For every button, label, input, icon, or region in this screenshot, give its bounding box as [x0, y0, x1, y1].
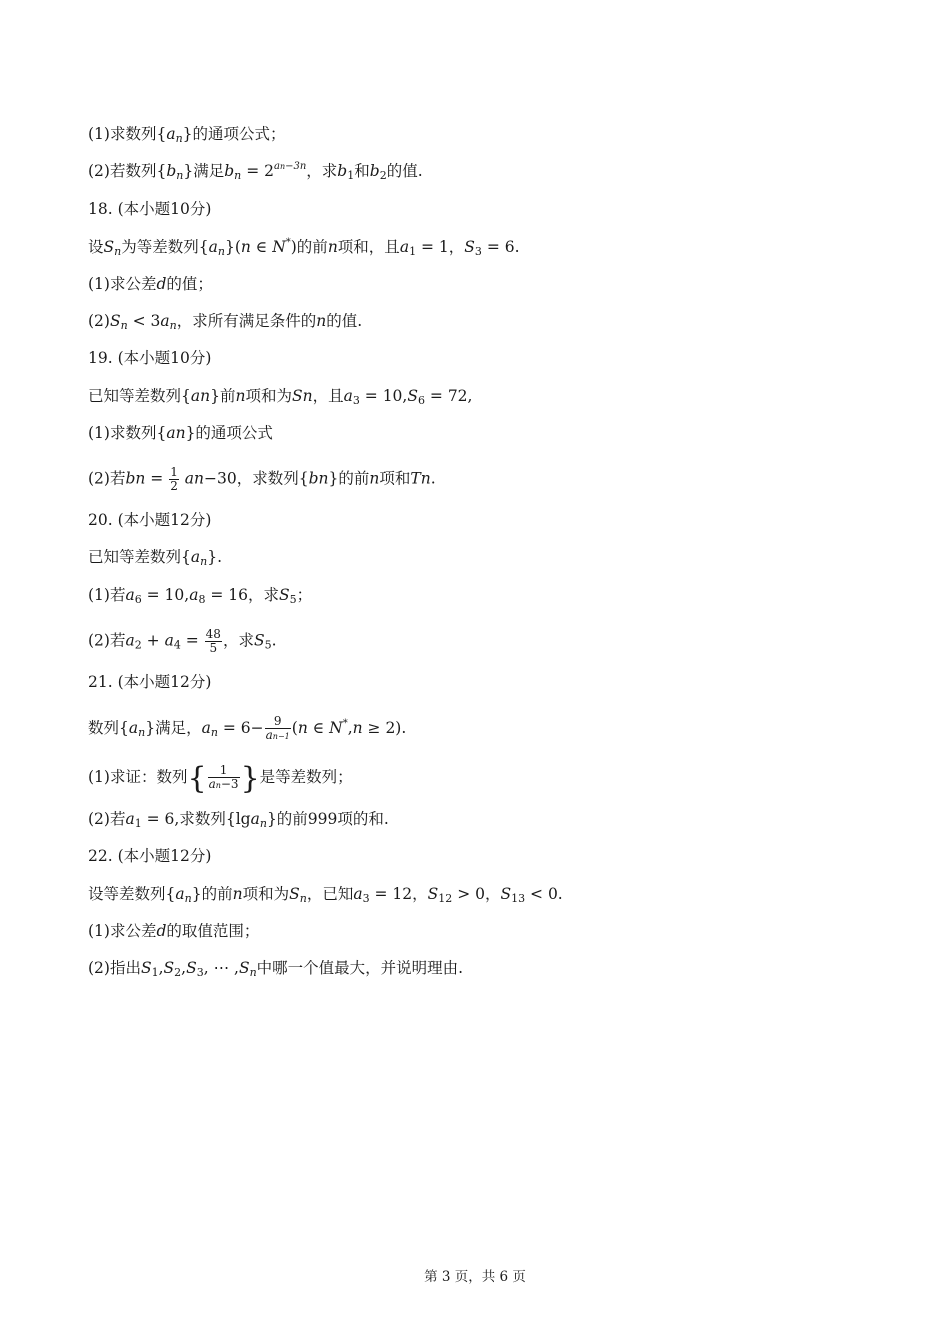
q19-part2: (2)若bn = $\frac{1}{2}$ an−30，求数列{bn}的前n项和Tn.	[88, 465, 436, 493]
q21-stem: 数列$\{a_n\}$满足，$a_n = 6-$ $\frac{9}{an-1}$ (n ∈ N*,n ≥ 2).	[88, 714, 407, 742]
q20-part1: (1)若$a_6 = 10,a_8 = 16$，求$S_5$；	[88, 586, 313, 606]
q19-title: 19. (本小题10分)	[88, 349, 212, 367]
q20-stem: 已知等差数列$\{a_n\}$.	[88, 548, 223, 568]
q21-part1: (1)求证：数列{ $\frac{1}{an-3}$ }是等差数列；	[88, 761, 353, 796]
q21-title: 21. (本小题12分)	[88, 673, 212, 691]
q17-part1: (1)求数列$\{a_n\}$的通项公式；	[88, 125, 286, 145]
q20-title: 20. (本小题12分)	[88, 511, 212, 529]
q18-title: 18. (本小题10分)	[88, 200, 212, 218]
q21-part2: (2)若$a_1 = 6$,求数列{lga$_n$}的前999项的和.	[88, 810, 389, 830]
q18-part2: $(2)S_n < 3a_n$，求所有满足条件的n的值.	[88, 312, 363, 332]
q22-title: 22. (本小题12分)	[88, 847, 212, 865]
q18-part1: (1)求公差d的值；	[88, 275, 213, 293]
q22-stem: 设等差数列$\{a_n\}$的前n项和为$S_n$，已知$a_3 = 12$，$S_{12} > 0$，$S_{13} < 0$.	[88, 885, 563, 905]
q18-stem: 设$S_n$为等差数列$\{a_n\}(n$ ∈ N*)的前n项和，且$a_1 = 1$，$S_3 = 6$.	[88, 237, 520, 258]
q19-part1: (1)求数列{an}的通项公式	[88, 424, 273, 442]
q22-part2: (2)指出$S_1,S_2,S_3$, ⋯ $,S_n$中哪一个值最大，并说明理由.	[88, 959, 464, 979]
page-footer: 第 3 页，共 6 页	[424, 1269, 526, 1285]
q19-stem: 已知等差数列{an}前n项和为Sn，且$a_3 = 10,S_6 = 72$,	[88, 387, 473, 407]
q17-part2: (2)若数列$\{b_n\}$满足$b_n = 2^{an-3n}$，求$b_1$和$b_2$的值.	[88, 161, 423, 182]
q22-part1: (1)求公差d的取值范围；	[88, 922, 260, 940]
q20-part2: (2)若$a_2 + a_4$ = $\frac{48}{5}$ ，求$S_5$.	[88, 627, 277, 655]
